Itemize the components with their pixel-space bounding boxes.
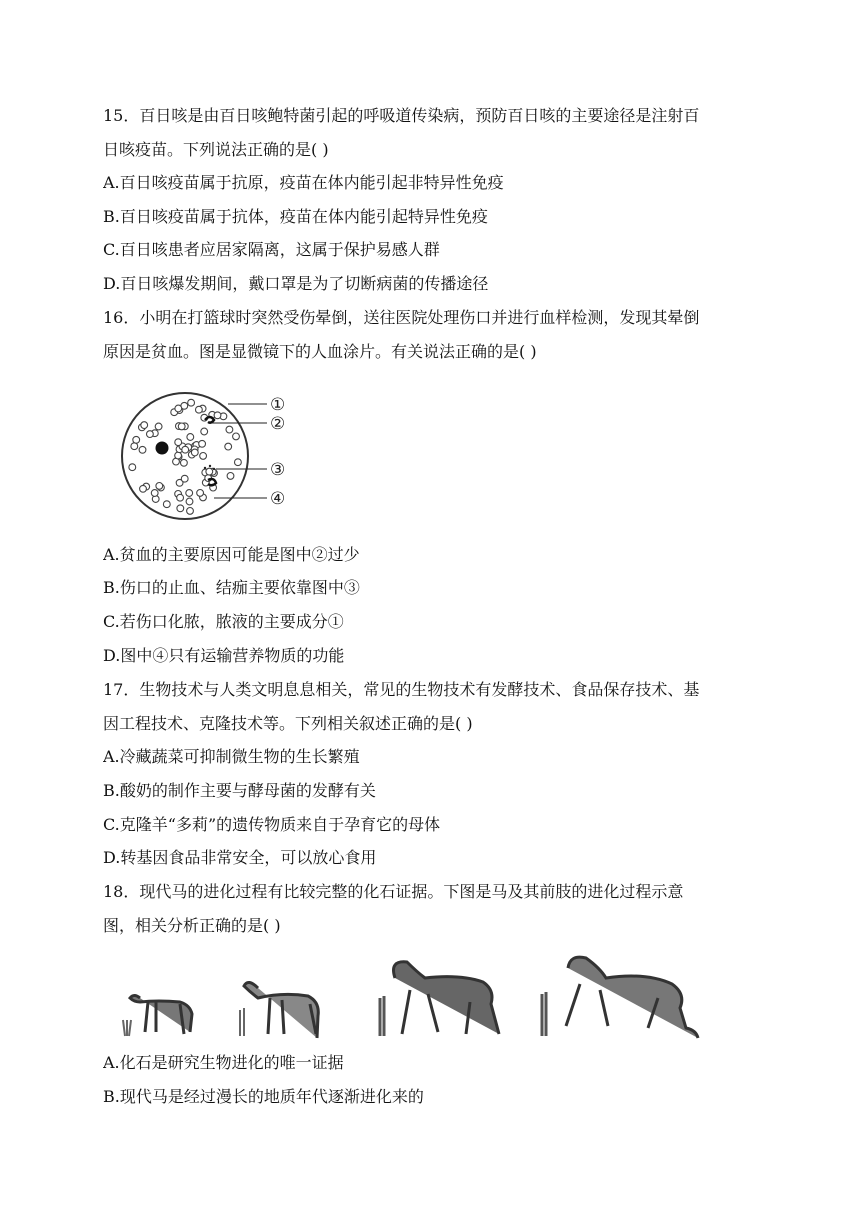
red-blood-cell [177,505,184,512]
label-1: ① [270,395,286,415]
horse-stage-4 [542,957,698,1038]
red-blood-cell [163,501,170,508]
red-blood-cell [175,452,182,459]
q15-stem-line-2: 日咳疫苗。下列说法正确的是( ) [103,140,329,159]
red-blood-cell [196,406,203,413]
red-blood-cell [235,459,242,466]
label-3: ③ [270,460,286,480]
q16-option-d: D.图中④只有运输营养物质的功能 [103,646,345,665]
horse-body-1 [130,996,192,1035]
red-blood-cell [233,433,240,440]
horse-body-2 [244,982,318,1038]
horse-stage-2 [240,982,318,1038]
horse-evolution-figure [110,948,700,1044]
q18-stem-line-1: 18．现代马的进化过程有比较完整的化石证据。下图是马及其前肢的进化过程示意 [103,882,684,901]
red-blood-cell [133,436,140,443]
red-blood-cell [206,468,213,475]
white-blood-cell [156,442,169,455]
forelimb-4 [542,992,546,1036]
forelimb-1 [123,1020,131,1036]
red-blood-cell [147,431,154,438]
red-blood-cell [129,464,136,471]
label-4: ④ [270,489,286,509]
q16-stem-line-1: 16．小明在打篮球时突然受伤晕倒，送往医院处理伤口并进行血样检测，发现其晕倒 [103,308,700,327]
q16-stem-line-2: 原因是贫血。图是显微镜下的人血涂片。有关说法正确的是( ) [103,342,537,361]
blood-smear-figure [110,382,310,534]
q17-option-d: D.转基因食品非常安全，可以放心食用 [103,848,377,867]
red-blood-cell [151,490,158,497]
q16-option-b: B.伤口的止血、结痂主要依靠图中③ [103,578,360,597]
q17-stem-line-2: 因工程技术、克隆技术等。下列相关叙述正确的是( ) [103,714,473,733]
red-blood-cell [186,498,193,505]
red-blood-cell [214,412,221,419]
q17-option-a: A.冷藏蔬菜可抑制微生物的生长繁殖 [103,747,360,766]
red-blood-cell [178,423,185,430]
q15-option-c: C.百日咳患者应居家隔离，这属于保护易感人群 [103,240,440,259]
red-blood-cell [191,449,198,456]
q17-stem-line-1: 17．生物技术与人类文明息息相关，常见的生物技术有发酵技术、食品保存技术、基 [103,680,700,699]
horse-body-3 [394,962,500,1034]
horse-stage-1 [123,996,192,1037]
red-blood-cell [227,473,234,480]
red-blood-cell [201,428,208,435]
q18-stem-line-2: 图，相关分析正确的是( ) [103,916,281,935]
q15-option-d: D.百日咳爆发期间，戴口罩是为了切断病菌的传播途径 [103,274,489,293]
red-blood-cell [140,485,147,492]
red-blood-cell [181,459,188,466]
red-blood-cell [175,405,182,412]
red-blood-cell [187,434,194,441]
q18-option-b: B.现代马是经过漫长的地质年代逐渐进化来的 [103,1087,424,1106]
q15-option-b: B.百日咳疫苗属于抗体，疫苗在体内能引起特异性免疫 [103,207,488,226]
red-blood-cell [197,490,204,497]
q15-option-a: A.百日咳疫苗属于抗原，疫苗在体内能引起非特异性免疫 [103,173,504,192]
q16-option-c: C.若伤口化脓，脓液的主要成分① [103,612,344,631]
red-blood-cell [181,475,188,482]
red-blood-cell [155,423,162,430]
red-blood-cell [141,422,148,429]
q17-option-b: B.酸奶的制作主要与酵母菌的发酵有关 [103,781,376,800]
q16-option-a: A.贫血的主要原因可能是图中②过少 [103,545,360,564]
q15-stem-line-1: 15．百日咳是由百日咳鲍特菌引起的呼吸道传染病，预防百日咳的主要途径是注射百 [103,106,700,125]
horse-stage-3 [380,962,499,1036]
q17-option-c: C.克隆羊“多莉”的遗传物质来自于孕育它的母体 [103,815,441,834]
forelimb-3 [380,996,384,1036]
red-blood-cell [226,426,233,433]
red-blood-cell [186,490,193,497]
forelimb-2 [240,1008,244,1036]
red-blood-cell [156,483,163,490]
red-blood-cell [139,446,146,453]
red-blood-cell [175,439,182,446]
red-blood-cell [225,443,232,450]
red-blood-cell [200,453,207,460]
red-blood-cell [188,399,195,406]
red-blood-cell [182,446,189,453]
red-blood-cell [177,494,184,501]
microscope-field [122,393,248,519]
red-blood-cell [131,443,138,450]
red-blood-cell [187,508,194,515]
horse-body-4 [566,957,698,1038]
q18-option-a: A.化石是研究生物进化的唯一证据 [103,1053,344,1072]
label-2: ② [270,414,286,434]
red-blood-cell [199,440,206,447]
